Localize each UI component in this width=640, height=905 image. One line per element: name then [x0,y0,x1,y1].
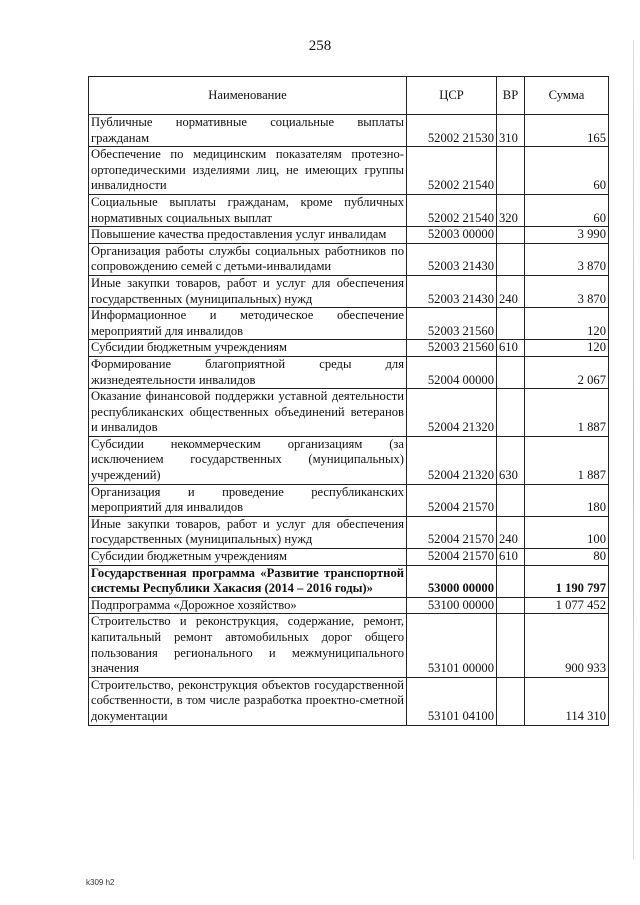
cell-name: Повышение качества предоставления услуг инвалидам [89,227,407,244]
cell-sum: 900 933 [525,614,609,677]
cell-name: Строительство, реконструкция объектов государственной собственности, в том числе разработка проектно-сметной документации [89,677,407,725]
cell-csr: 52003 00000 [407,227,497,244]
cell-csr: 53100 00000 [407,597,497,614]
cell-sum: 114 310 [525,677,609,725]
cell-sum: 3 870 [525,243,609,275]
cell-vr [497,677,525,725]
cell-sum: 60 [525,147,609,195]
table-row [89,484,609,516]
table-row [89,340,609,357]
header-vr: ВР [497,77,525,115]
cell-csr: 52004 21320 [407,436,497,484]
cell-name: Субсидии некоммерческим организациям (за исключением государственных (муниципальных) учреждений) [89,436,407,484]
cell-name: Подпрограмма «Дорожное хозяйство» [89,597,407,614]
table-row [89,516,609,548]
cell-sum: 120 [525,308,609,340]
table-row [89,549,609,566]
cell-name: Информационное и методическое обеспечение мероприятий для инвалидов [89,308,407,340]
cell-sum: 80 [525,549,609,566]
cell-name: Оказание финансовой поддержки уставной деятельности республиканских общественных объединений ветеранов и инвалидов [89,389,407,437]
cell-vr [497,308,525,340]
scan-edge-line [633,40,634,860]
cell-vr [497,484,525,516]
cell-csr: 53000 00000 [407,565,497,597]
cell-vr: 630 [497,436,525,484]
cell-name: Социальные выплаты гражданам, кроме публичных нормативных социальных выплат [89,194,407,226]
cell-sum: 3 990 [525,227,609,244]
header-name: Наименование [89,77,407,115]
cell-vr: 610 [497,549,525,566]
cell-sum: 180 [525,484,609,516]
table-row [89,565,609,597]
cell-sum: 3 870 [525,275,609,307]
header-sum: Сумма [525,77,609,115]
budget-table [88,76,609,726]
footer-code: k309 h2 [86,878,115,887]
cell-name: Государственная программа «Развитие транспортной системы Республики Хакасия (2014 – 2016 годы)» [89,565,407,597]
cell-name: Субсидии бюджетным учреждениям [89,549,407,566]
table-row [89,147,609,195]
cell-csr: 52003 21430 [407,243,497,275]
cell-sum: 1 077 452 [525,597,609,614]
cell-csr: 52004 21570 [407,549,497,566]
cell-sum: 60 [525,194,609,226]
table-header-row [89,77,609,115]
cell-name: Обеспечение по медицинским показателям протезно-ортопедическими изделиями лиц, не имеющих группы инвалидности [89,147,407,195]
cell-vr: 320 [497,194,525,226]
table-row [89,194,609,226]
cell-sum: 100 [525,516,609,548]
table-row [89,115,609,147]
cell-name: Публичные нормативные социальные выплаты гражданам [89,115,407,147]
cell-sum: 120 [525,340,609,357]
table-row [89,275,609,307]
cell-sum: 1 887 [525,436,609,484]
table-body [89,115,609,726]
table-row [89,243,609,275]
cell-vr: 240 [497,516,525,548]
cell-csr: 52003 21560 [407,308,497,340]
cell-vr [497,614,525,677]
cell-csr: 52002 21530 [407,115,497,147]
cell-sum: 1 190 797 [525,565,609,597]
cell-vr [497,356,525,388]
table-row [89,389,609,437]
cell-vr [497,389,525,437]
table-row [89,436,609,484]
cell-vr [497,243,525,275]
cell-vr: 610 [497,340,525,357]
cell-sum: 2 067 [525,356,609,388]
table-row [89,614,609,677]
cell-name: Иные закупки товаров, работ и услуг для обеспечения государственных (муниципальных) нужд [89,275,407,307]
cell-name: Организация работы службы социальных работников по сопровождению семей с детьми-инвалидами [89,243,407,275]
cell-vr [497,147,525,195]
table-row [89,227,609,244]
cell-csr: 52004 21320 [407,389,497,437]
table-row [89,356,609,388]
cell-vr: 240 [497,275,525,307]
cell-sum: 1 887 [525,389,609,437]
cell-csr: 52003 21560 [407,340,497,357]
cell-csr: 52004 21570 [407,516,497,548]
cell-name: Формирование благоприятной среды для жизнедеятельности инвалидов [89,356,407,388]
cell-csr: 52003 21430 [407,275,497,307]
cell-csr: 52002 21540 [407,194,497,226]
cell-name: Субсидии бюджетным учреждениям [89,340,407,357]
cell-csr: 52004 21570 [407,484,497,516]
table-row [89,597,609,614]
cell-name: Иные закупки товаров, работ и услуг для обеспечения государственных (муниципальных) нужд [89,516,407,548]
page-number: 258 [308,38,332,54]
cell-vr [497,597,525,614]
cell-csr: 52004 00000 [407,356,497,388]
cell-vr: 310 [497,115,525,147]
cell-sum: 165 [525,115,609,147]
table-row [89,677,609,725]
cell-name: Организация и проведение республиканских мероприятий для инвалидов [89,484,407,516]
header-csr: ЦСР [407,77,497,115]
cell-csr: 53101 00000 [407,614,497,677]
cell-vr [497,227,525,244]
table-row [89,308,609,340]
cell-name: Строительство и реконструкция, содержание, ремонт, капитальный ремонт автомобильных дорог общего пользования регионального и межмуниципального значения [89,614,407,677]
cell-csr: 52002 21540 [407,147,497,195]
cell-csr: 53101 04100 [407,677,497,725]
cell-vr [497,565,525,597]
